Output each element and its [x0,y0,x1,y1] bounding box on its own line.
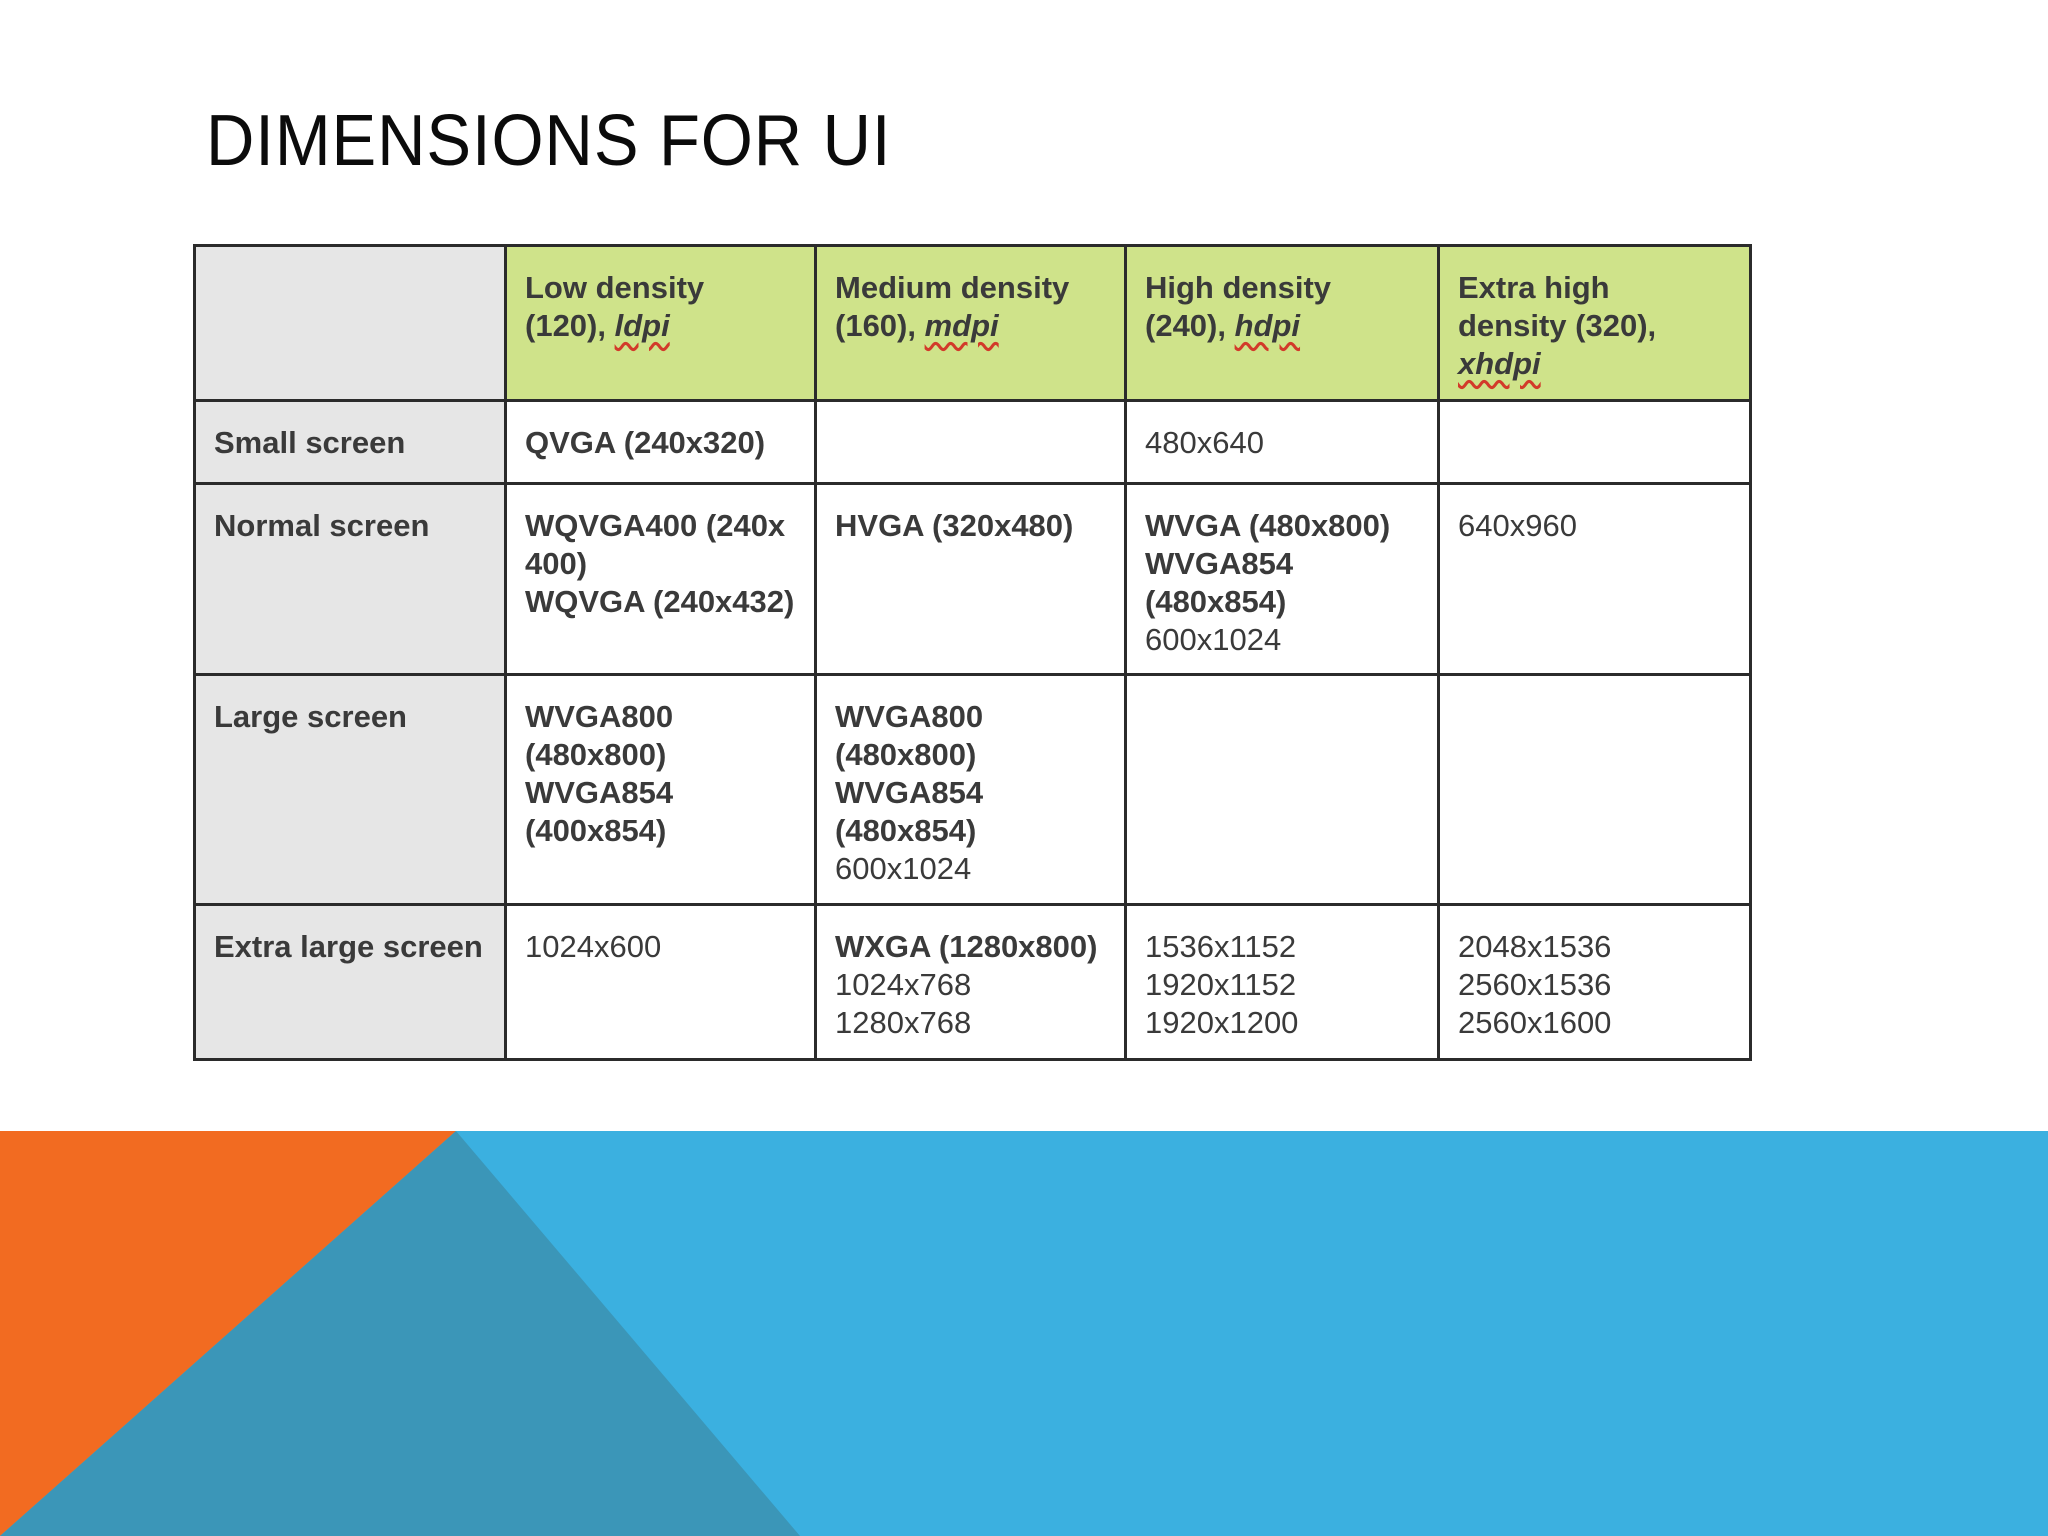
table-cell [506,401,816,484]
header-label: High density [1145,270,1332,305]
header-label: Extra high [1458,270,1610,305]
table-cell [816,484,1126,675]
header-label: density (320), [1458,308,1657,343]
column-header-xhdpi [1439,246,1751,401]
cell-value: WVGA854 (400x854) [525,775,674,848]
table-cell [1439,484,1751,675]
cell-value: WXGA (1280x800) [835,929,1098,964]
header-label [835,307,1106,345]
decorative-background-shapes [0,1131,2048,1536]
header-label: Medium density [835,270,1070,305]
table-cell [506,484,816,675]
header-dpi-term: mdpi [924,308,999,343]
column-header-hdpi [1126,246,1439,401]
cell-value: 600x1024 [835,851,972,886]
table-cell [816,675,1126,905]
table-cell [1439,401,1751,484]
slide-title: DIMENSIONS FOR UI [206,101,892,181]
table-cell [1126,905,1439,1060]
table-cell [816,401,1126,484]
cell-value: 1920x1200 [1145,1005,1299,1040]
table-row-small-screen [195,401,1751,484]
header-density-value: (160), [835,308,925,343]
cell-value: 2560x1536 [1458,967,1612,1002]
cell-value: 480x640 [1145,425,1264,460]
table-cell [506,675,816,905]
dimensions-table-container [193,244,1752,1061]
cell-value: WQVGA (240x432) [525,584,795,619]
cell-value: QVGA (240x320) [525,425,766,460]
cell-value: WVGA800 (480x800) [835,699,984,772]
table-cell [506,905,816,1060]
table-cell [1439,675,1751,905]
cell-value: WQVGA400 (240x 400) [525,508,786,581]
corner-cell [195,246,506,401]
table-header-row [195,246,1751,401]
table-cell [1126,675,1439,905]
cell-value: HVGA (320x480) [835,508,1074,543]
cell-value: 600x1024 [1145,622,1282,657]
column-header-mdpi [816,246,1126,401]
cell-value: 1536x1152 [1145,929,1297,964]
table-row-normal-screen [195,484,1751,675]
row-header-normal: Normal screen [195,484,506,675]
cell-value: WVGA (480x800) [1145,508,1391,543]
cell-value: WVGA854 (480x854) [1145,546,1294,619]
cell-value: 1024x768 [835,967,972,1002]
header-dpi-term: ldpi [614,308,670,343]
header-dpi-term: hdpi [1234,308,1301,343]
cell-value: WVGA854 (480x854) [835,775,984,848]
cell-value: WVGA800 (480x800) [525,699,674,772]
column-header-ldpi [506,246,816,401]
cell-value: 2560x1600 [1458,1005,1612,1040]
cell-value: 2048x1536 [1458,929,1612,964]
cell-value: 1920x1152 [1145,967,1297,1002]
table-row-large-screen [195,675,1751,905]
header-label [525,307,796,345]
table-row-extra-large-screen [195,905,1751,1060]
table-cell [1126,401,1439,484]
row-header-xlarge: Extra large screen [195,905,506,1060]
header-density-value: (120), [525,308,615,343]
table-cell [1126,484,1439,675]
header-dpi-term: xhdpi [1458,346,1541,381]
header-density-value: (240), [1145,308,1235,343]
table-cell [1439,905,1751,1060]
header-label: Low density [525,270,705,305]
cell-value: 640x960 [1458,508,1577,543]
header-label [1145,307,1419,345]
row-header-small: Small screen [195,401,506,484]
dimensions-table [193,244,1752,1061]
cell-value: 1024x600 [525,929,662,964]
cell-value: 1280x768 [835,1005,972,1040]
table-cell [816,905,1126,1060]
row-header-large: Large screen [195,675,506,905]
